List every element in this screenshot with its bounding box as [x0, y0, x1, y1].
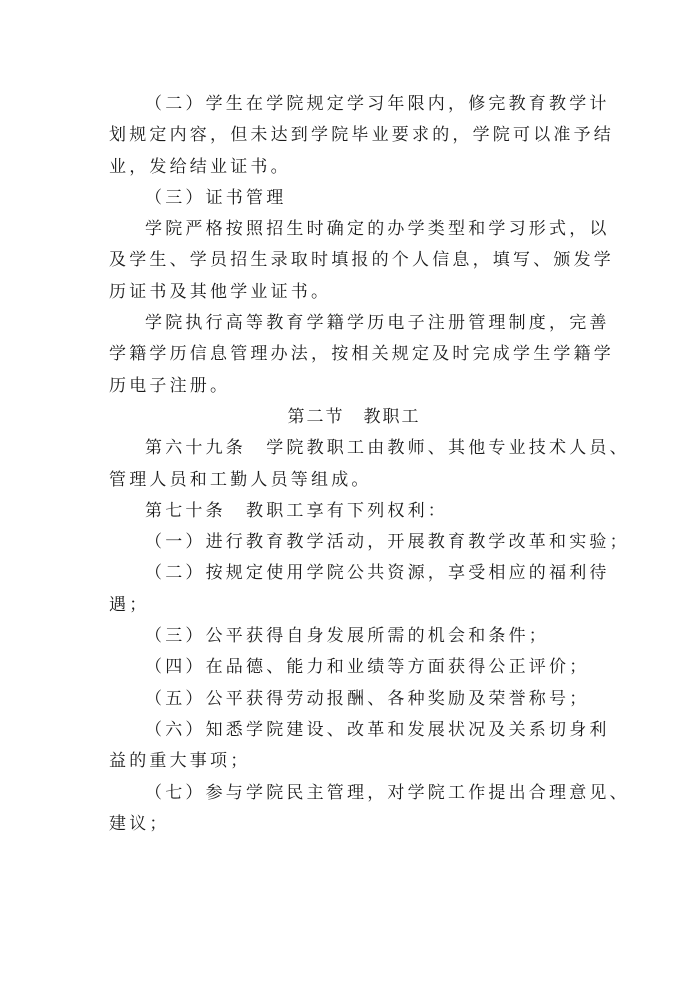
- list-item: （五）公平获得劳动报酬、各种奖励及荣誉称号；: [145, 688, 590, 709]
- paragraph-line: 学籍学历信息管理办法，按相关规定及时完成学生学籍学: [109, 344, 614, 365]
- paragraph-heading: （三）证书管理: [145, 187, 287, 208]
- list-item: （三）公平获得自身发展所需的机会和条件；: [145, 626, 549, 647]
- paragraph-line: 学院执行高等教育学籍学历电子注册管理制度，完善: [145, 313, 610, 334]
- paragraph-line: 历电子注册。: [109, 375, 231, 396]
- list-item-continuation: 建议；: [109, 813, 170, 834]
- document-body: [109, 89, 630, 840]
- list-item: （七）参与学院民主管理，对学院工作提出合理意见、: [145, 782, 630, 803]
- paragraph-line: 划规定内容，但未达到学院毕业要求的，学院可以准予结: [109, 125, 614, 146]
- list-item: （六）知悉学院建设、改革和发展状况及关系切身利: [145, 719, 610, 740]
- paragraph-line: 及学生、学员招生录取时填报的个人信息，填写、颁发学: [109, 250, 614, 271]
- paragraph-line: 学院严格按照招生时确定的办学类型和学习形式，以: [145, 219, 610, 240]
- paragraph-line: 业，发给结业证书。: [109, 156, 291, 177]
- article-line: 第六十九条 学院教职工由教师、其他专业技术人员、: [145, 438, 630, 459]
- list-item: （四）在品德、能力和业绩等方面获得公正评价；: [145, 657, 590, 678]
- list-item-continuation: 遇；: [109, 594, 150, 615]
- article-line: 管理人员和工勤人员等组成。: [109, 469, 372, 490]
- list-item: （一）进行教育教学活动，开展教育教学改革和实验；: [145, 532, 630, 553]
- paragraph-line: （二）学生在学院规定学习年限内，修完教育教学计: [145, 94, 610, 114]
- section-title: 第二节 教职工: [287, 406, 421, 427]
- article-line: 第七十条 教职工享有下列权利：: [145, 500, 448, 521]
- list-item-continuation: 益的重大事项；: [109, 751, 251, 772]
- list-item: （二）按规定使用学院公共资源，享受相应的福利待: [145, 563, 610, 584]
- paragraph-line: 历证书及其他学业证书。: [109, 281, 332, 302]
